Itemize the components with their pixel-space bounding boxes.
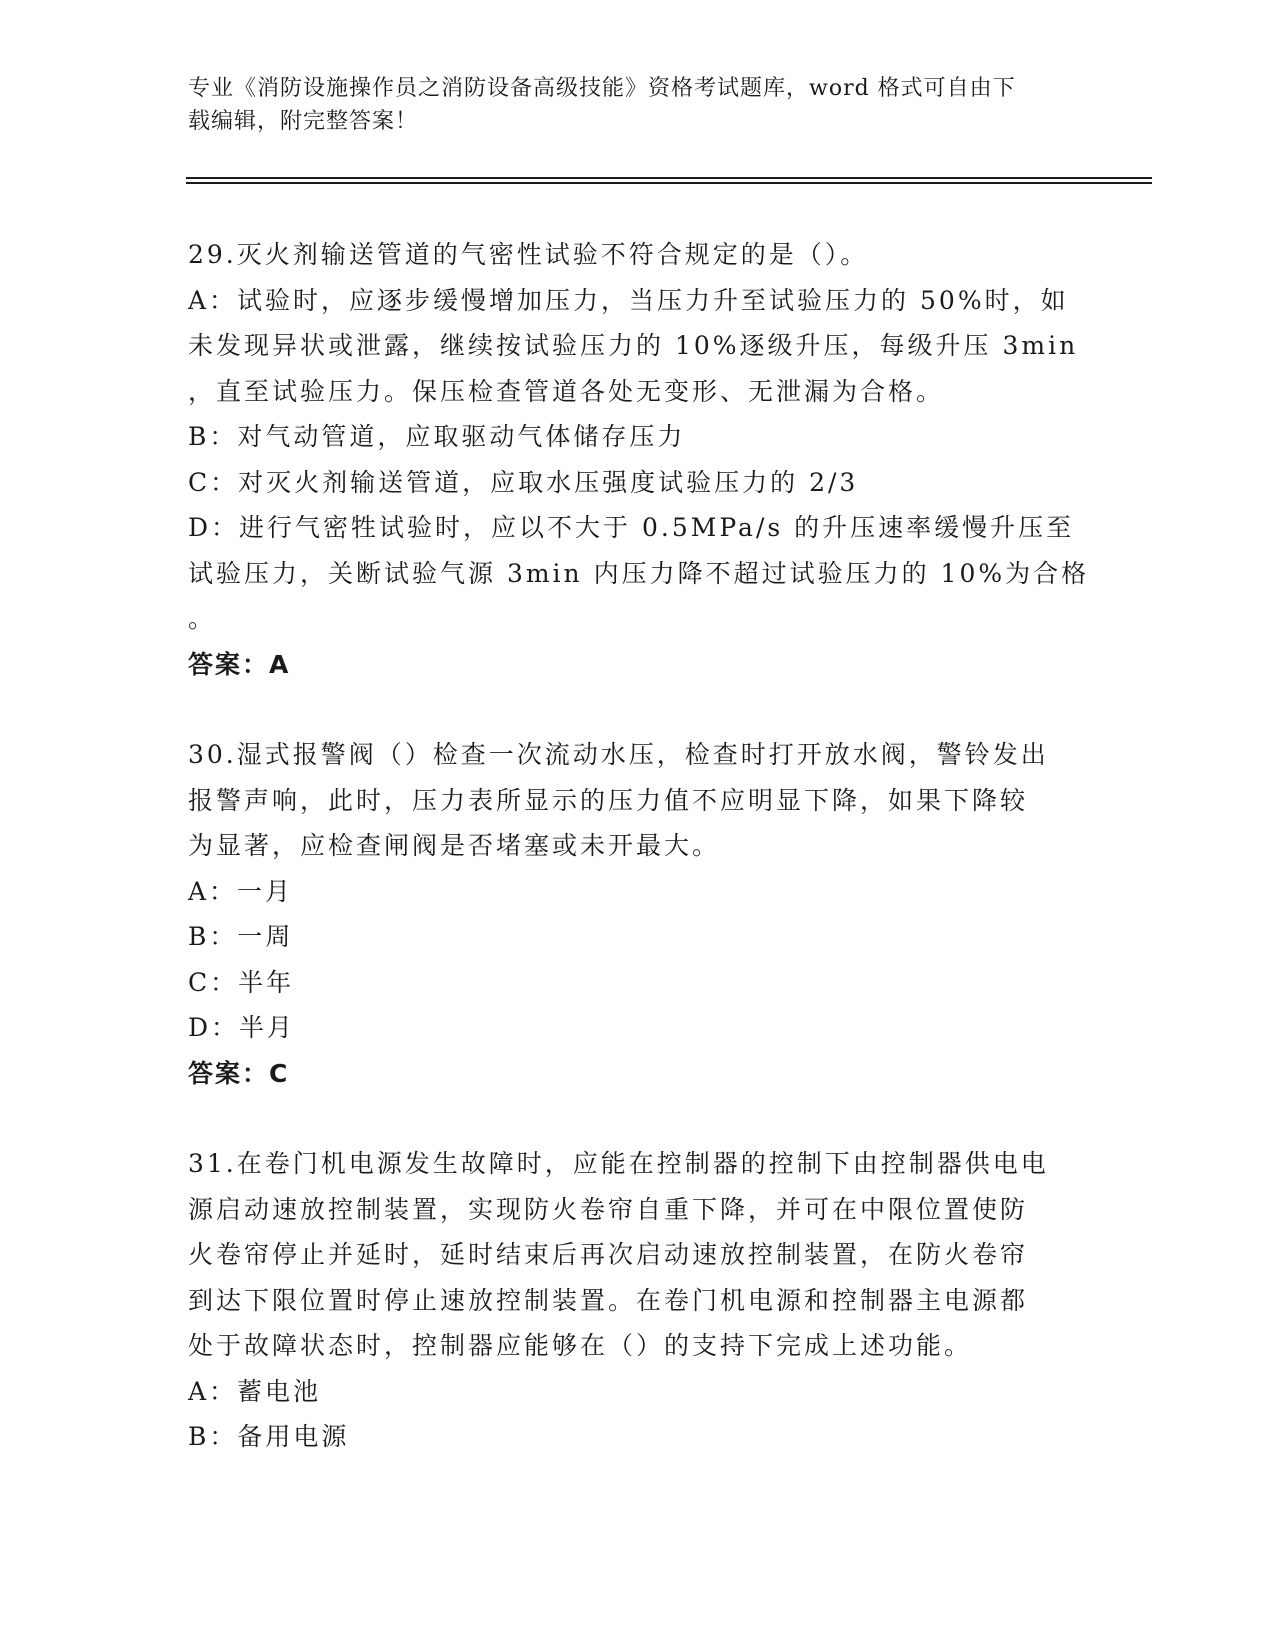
question-stem-continued: 源启动速放控制装置，实现防火卷帘自重下降，并可在中限位置使防 <box>188 1194 1029 1224</box>
option-d-continued: 试验压力，关断试验气源 3min 内压力降不超过试验压力的 10%为合格 <box>188 558 1090 588</box>
option-a: A：蓄电池 <box>188 1376 322 1406</box>
answer-label: 答案：A <box>188 649 291 679</box>
option-a: A：试验时，应逐步缓慢增加压力，当压力升至试验压力的 50%时，如 <box>188 285 1069 315</box>
option-b: B：对气动管道，应取驱动气体储存压力 <box>188 422 686 451</box>
option-c: C：半年 <box>188 967 295 997</box>
option-b: B：备用电源 <box>188 1422 350 1451</box>
question-stem-continued: 报警声响，此时，压力表所显示的压力值不应明显下降，如果下降较 <box>188 785 1029 815</box>
option-a: A：一月 <box>188 876 294 906</box>
option-c: C：对灭火剂输送管道，应取水压强度试验压力的 2/3 <box>188 467 859 497</box>
header-line-2: 载编辑，附完整答案！ <box>188 109 419 134</box>
option-a-continued: 未发现异状或泄露，继续按试验压力的 10%逐级升压，每级升压 3min <box>188 331 1079 360</box>
option-a-continued: ，直至试验压力。保压检查管道各处无变形、无泄漏为合格。 <box>188 376 945 406</box>
question-stem-continued: 火卷帘停止并延时，延时结束后再次启动速放控制装置，在防火卷帘 <box>188 1240 1029 1269</box>
page-header <box>188 72 1068 138</box>
header-divider-top <box>186 177 1152 179</box>
option-d-continued: 。 <box>188 604 217 633</box>
question-list <box>188 232 1108 1460</box>
question-29 <box>188 232 1108 687</box>
option-d: D：进行气密牲试验时，应以不大于 0.5MPa/s 的升压速率缓慢升压至 <box>188 513 1075 542</box>
option-b: B：一周 <box>188 922 294 951</box>
question-31 <box>188 1141 1108 1460</box>
header-divider-bottom <box>186 182 1152 184</box>
question-stem-continued: 处于故障状态时，控制器应能够在（）的支持下完成上述功能。 <box>188 1331 973 1360</box>
header-line-1: 专业《消防设施操作员之消防设备高级技能》资格考试题库，word 格式可自由下 <box>188 76 1016 101</box>
question-30 <box>188 732 1108 1096</box>
answer-label: 答案：C <box>188 1058 290 1088</box>
option-d: D：半月 <box>188 1013 296 1042</box>
question-stem-continued: 到达下限位置时停止速放控制装置。在卷门机电源和控制器主电源都 <box>188 1285 1029 1315</box>
question-stem-continued: 为显著，应检查闸阀是否堵塞或未开最大。 <box>188 831 721 860</box>
question-stem: 31.在卷门机电源发生故障时，应能在控制器的控制下由控制器供电电 <box>188 1149 1049 1178</box>
question-spacer <box>188 687 1108 732</box>
question-stem: 29.灭火剂输送管道的气密性试验不符合规定的是（）。 <box>188 240 869 269</box>
question-spacer <box>188 1096 1108 1141</box>
question-stem: 30.湿式报警阀（）检查一次流动水压，检查时打开放水阀，警铃发出 <box>188 740 1049 769</box>
